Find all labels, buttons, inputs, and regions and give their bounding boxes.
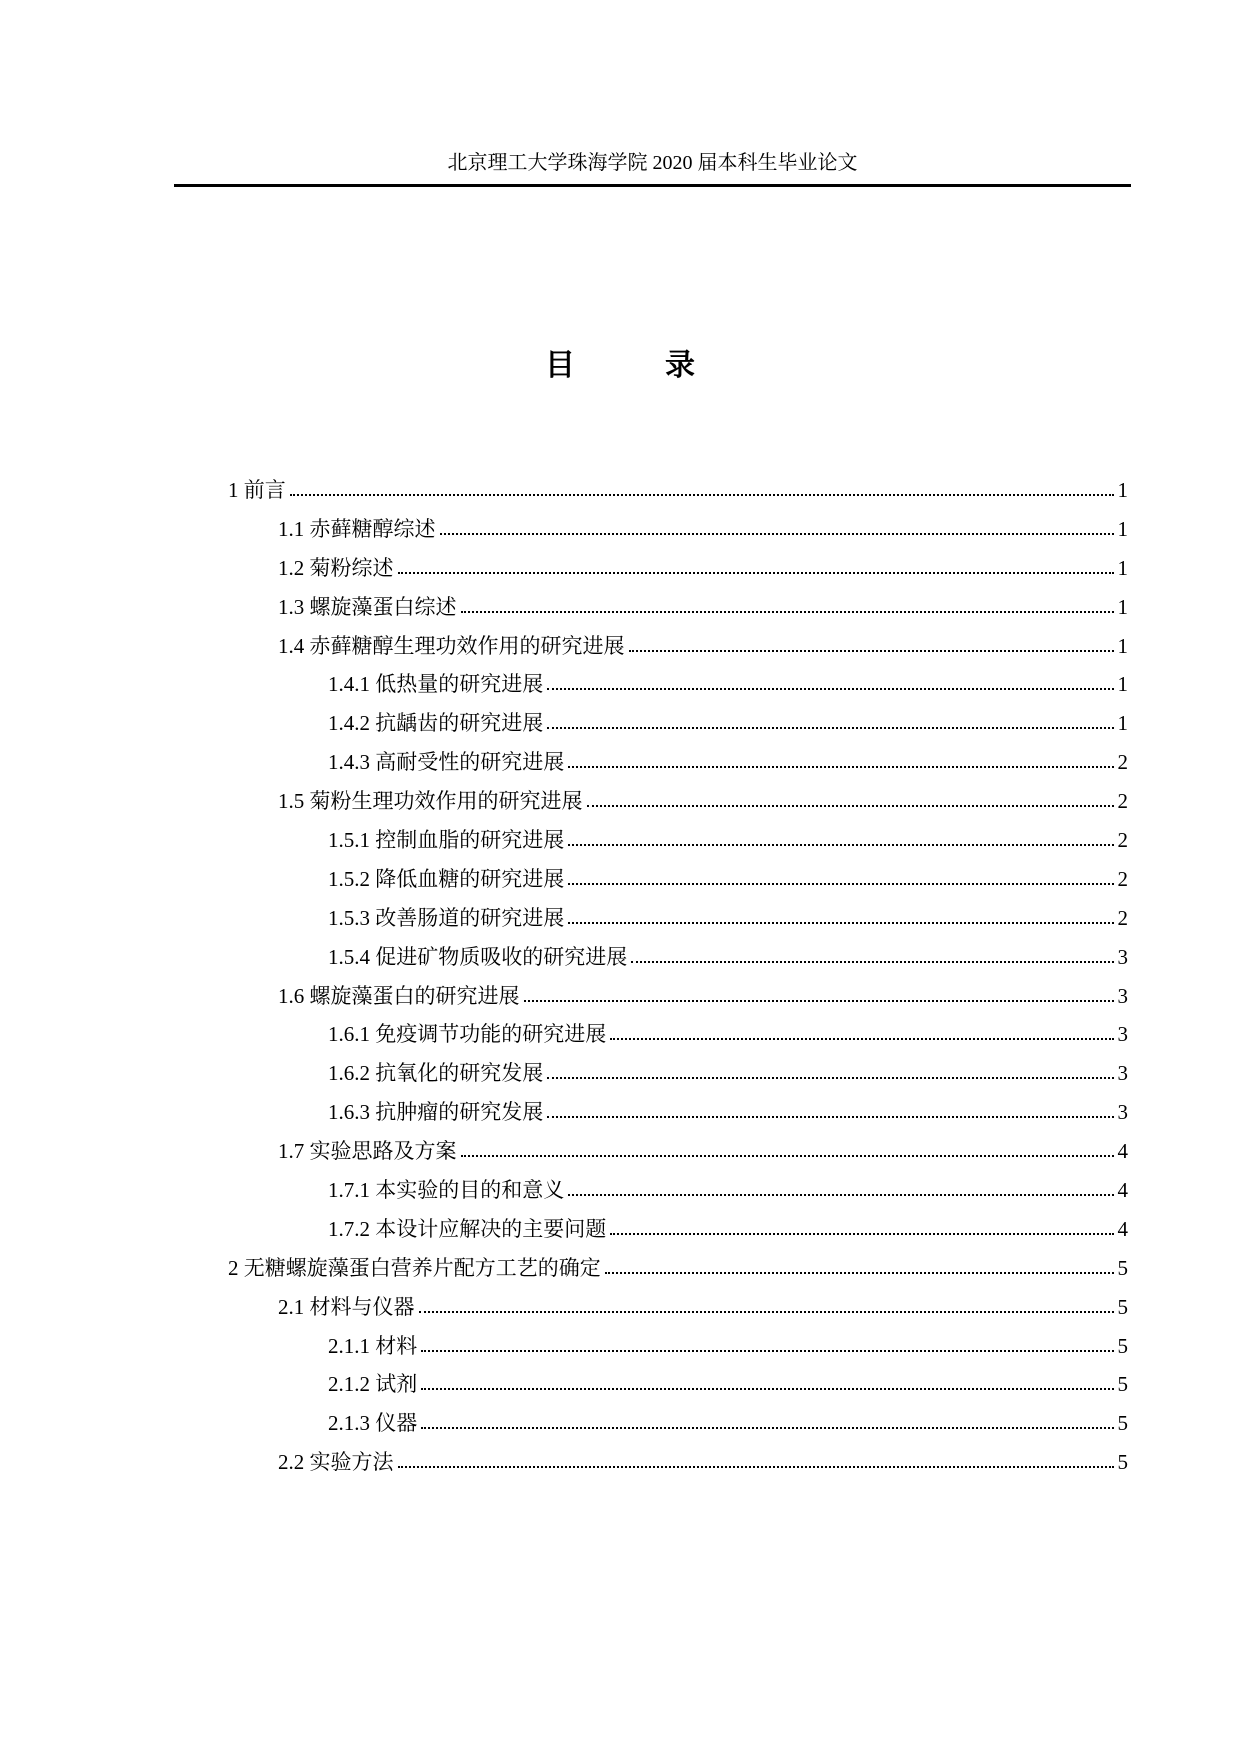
- toc-entry-label: 1.5.2 降低血糖的研究进展: [328, 866, 565, 891]
- toc-entry[interactable]: [228, 980, 1128, 1019]
- toc-entry-page: 1: [1117, 633, 1128, 658]
- toc-entry-page: 1: [1117, 516, 1128, 541]
- toc-entry[interactable]: [228, 1174, 1128, 1213]
- dot-leader: [610, 1038, 1113, 1040]
- toc-entry-label: 1.7.1 本实验的目的和意义: [328, 1178, 565, 1203]
- toc-entry-page: 1: [1117, 555, 1128, 580]
- dot-leader: [547, 688, 1113, 690]
- table-of-contents: [228, 474, 1128, 1485]
- toc-entry-label: 1.1 赤藓糖醇综述: [278, 516, 436, 541]
- dot-leader: [547, 1116, 1113, 1118]
- toc-entry-page: 5: [1117, 1411, 1128, 1436]
- toc-entry[interactable]: [228, 1135, 1128, 1174]
- dot-leader: [568, 766, 1113, 768]
- toc-entry-label: 1.6.1 免疫调节功能的研究进展: [328, 1022, 607, 1047]
- toc-entry-label: 1.4 赤藓糖醇生理功效作用的研究进展: [278, 633, 625, 658]
- toc-entry[interactable]: [228, 941, 1128, 980]
- toc-entry-page: 1: [1117, 711, 1128, 736]
- toc-entry-page: 3: [1117, 1061, 1128, 1086]
- toc-entry-page: 5: [1117, 1294, 1128, 1319]
- toc-entry-page: 5: [1117, 1255, 1128, 1280]
- toc-entry-label: 1.6.3 抗肿瘤的研究发展: [328, 1100, 544, 1125]
- toc-entry-label: 1.5.3 改善肠道的研究进展: [328, 905, 565, 930]
- toc-entry[interactable]: [228, 1018, 1128, 1057]
- toc-entry-page: 4: [1117, 1139, 1128, 1164]
- dot-leader: [587, 805, 1114, 807]
- toc-entry[interactable]: [228, 1252, 1128, 1291]
- toc-entry-label: 1.2 菊粉综述: [278, 555, 394, 580]
- toc-entry[interactable]: [228, 1330, 1128, 1369]
- toc-entry-label: 2.1.1 材料: [328, 1333, 418, 1358]
- toc-entry-page: 1: [1117, 594, 1128, 619]
- toc-entry[interactable]: [228, 1057, 1128, 1096]
- toc-entry-label: 1.7.2 本设计应解决的主要问题: [328, 1216, 607, 1241]
- dot-leader: [547, 727, 1113, 729]
- toc-entry[interactable]: [228, 1096, 1128, 1135]
- toc-entry-page: 3: [1117, 1022, 1128, 1047]
- toc-entry-label: 2.1.3 仪器: [328, 1411, 418, 1436]
- dot-leader: [524, 1000, 1114, 1002]
- toc-entry-page: 2: [1117, 750, 1128, 775]
- toc-entry[interactable]: [228, 591, 1128, 630]
- dot-leader: [631, 961, 1113, 963]
- dot-leader: [398, 1466, 1114, 1468]
- toc-entry-page: 2: [1117, 828, 1128, 853]
- dot-leader: [421, 1350, 1113, 1352]
- toc-entry[interactable]: [228, 746, 1128, 785]
- toc-entry-page: 3: [1117, 983, 1128, 1008]
- toc-entry[interactable]: [228, 474, 1128, 513]
- toc-entry[interactable]: [228, 902, 1128, 941]
- dot-leader: [605, 1272, 1114, 1274]
- toc-entry[interactable]: [228, 1446, 1128, 1485]
- toc-entry-page: 4: [1117, 1178, 1128, 1203]
- dot-leader: [568, 922, 1113, 924]
- toc-entry-page: 3: [1117, 944, 1128, 969]
- dot-leader: [568, 844, 1113, 846]
- dot-leader: [568, 1194, 1113, 1196]
- toc-entry[interactable]: [228, 785, 1128, 824]
- dot-leader: [461, 611, 1114, 613]
- toc-entry-label: 1.6.2 抗氧化的研究发展: [328, 1061, 544, 1086]
- toc-entry-page: 5: [1117, 1372, 1128, 1397]
- toc-entry-label: 1.5.4 促进矿物质吸收的研究进展: [328, 944, 628, 969]
- toc-entry-page: 4: [1117, 1216, 1128, 1241]
- toc-entry-page: 3: [1117, 1100, 1128, 1125]
- dot-leader: [290, 494, 1114, 496]
- toc-entry-label: 1 前言: [228, 478, 286, 502]
- dot-leader: [610, 1233, 1113, 1235]
- toc-entry-page: 5: [1117, 1450, 1128, 1475]
- toc-entry-page: 2: [1117, 866, 1128, 891]
- toc-entry-label: 1.5.1 控制血脂的研究进展: [328, 828, 565, 853]
- toc-entry-label: 1.4.3 高耐受性的研究进展: [328, 750, 565, 775]
- dot-leader: [547, 1077, 1113, 1079]
- toc-entry-label: 2.1.2 试剂: [328, 1372, 418, 1397]
- dot-leader: [461, 1155, 1114, 1157]
- toc-entry-page: 2: [1117, 789, 1128, 814]
- header-rule: [174, 184, 1131, 187]
- toc-entry-page: 1: [1117, 478, 1128, 502]
- toc-entry-page: 5: [1117, 1333, 1128, 1358]
- dot-leader: [421, 1427, 1113, 1429]
- toc-entry[interactable]: [228, 1407, 1128, 1446]
- toc-entry-label: 1.6 螺旋藻蛋白的研究进展: [278, 983, 520, 1008]
- dot-leader: [629, 650, 1114, 652]
- toc-title: 目 录: [545, 349, 725, 382]
- toc-entry[interactable]: [228, 707, 1128, 746]
- dot-leader: [398, 572, 1114, 574]
- toc-entry[interactable]: [228, 630, 1128, 669]
- toc-entry-label: 2.1 材料与仪器: [278, 1294, 415, 1319]
- dot-leader: [568, 883, 1113, 885]
- dot-leader: [419, 1311, 1114, 1313]
- toc-entry[interactable]: [228, 1213, 1128, 1252]
- toc-entry[interactable]: [228, 1368, 1128, 1407]
- page-header: 北京理工大学珠海学院 2020 届本科生毕业论文: [447, 152, 858, 174]
- dot-leader: [440, 533, 1114, 535]
- toc-entry-label: 1.4.1 低热量的研究进展: [328, 672, 544, 697]
- toc-entry-label: 2.2 实验方法: [278, 1450, 394, 1475]
- toc-entry[interactable]: [228, 552, 1128, 591]
- toc-entry-label: 1.3 螺旋藻蛋白综述: [278, 594, 457, 619]
- toc-entry-page: 2: [1117, 905, 1128, 930]
- dot-leader: [421, 1388, 1113, 1390]
- toc-entry-page: 1: [1117, 672, 1128, 697]
- toc-entry-label: 2 无糖螺旋藻蛋白营养片配方工艺的确定: [228, 1255, 601, 1280]
- toc-entry-label: 1.4.2 抗龋齿的研究进展: [328, 711, 544, 736]
- toc-entry[interactable]: [228, 668, 1128, 707]
- toc-entry[interactable]: [228, 863, 1128, 902]
- toc-entry[interactable]: [228, 1291, 1128, 1330]
- toc-entry-label: 1.5 菊粉生理功效作用的研究进展: [278, 789, 583, 814]
- toc-entry[interactable]: [228, 824, 1128, 863]
- toc-entry[interactable]: [228, 513, 1128, 552]
- toc-entry-label: 1.7 实验思路及方案: [278, 1139, 457, 1164]
